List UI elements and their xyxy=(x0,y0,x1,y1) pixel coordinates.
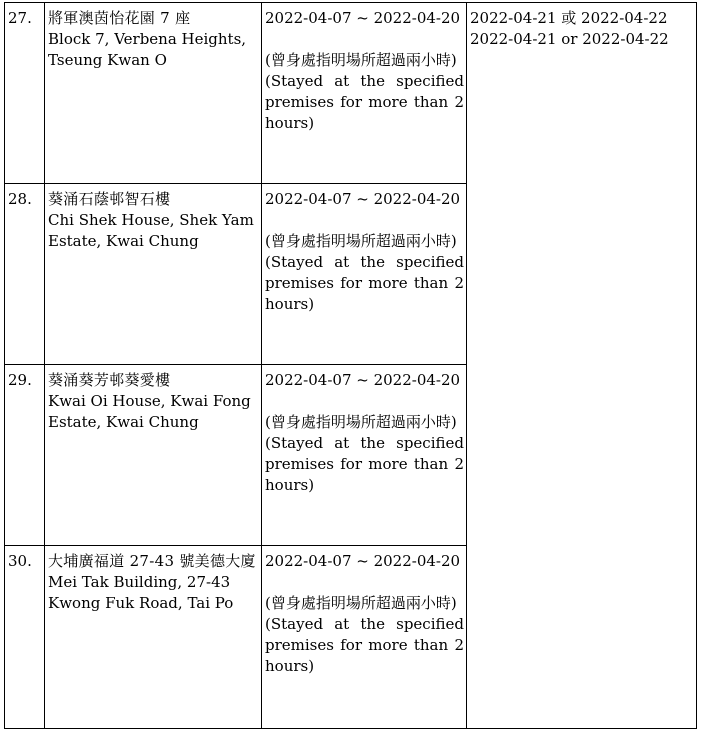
location-chinese: 葵涌葵芳邨葵愛樓 xyxy=(48,371,171,389)
note-chinese: (曾身處指明場所超過兩小時) xyxy=(265,413,457,431)
date-range: 2022-04-07 ~ 2022-04-20 xyxy=(265,552,461,570)
date-cell xyxy=(262,3,467,184)
location-english: Mei Tak Building, 27-43 Kwong Fuk Road, Tai Po xyxy=(48,573,234,612)
row-number: 28. xyxy=(5,184,45,365)
note-english: (Stayed at the specified premises for more than 2 hours) xyxy=(265,615,464,675)
row-number: 29. xyxy=(5,365,45,546)
note-chinese: (曾身處指明場所超過兩小時) xyxy=(265,594,457,612)
date-cell xyxy=(262,365,467,546)
row-number: 30. xyxy=(5,546,45,729)
date-range: 2022-04-07 ~ 2022-04-20 xyxy=(265,9,461,27)
note-chinese: (曾身處指明場所超過兩小時) xyxy=(265,232,457,250)
date-range: 2022-04-07 ~ 2022-04-20 xyxy=(265,371,461,389)
location-english: Chi Shek House, Shek Yam Estate, Kwai Chung xyxy=(48,211,254,250)
location-chinese: 葵涌石蔭邨智石樓 xyxy=(48,190,171,208)
location-chinese: 大埔廣福道 27-43 號美德大廈 xyxy=(48,552,256,570)
location-english: Kwai Oi House, Kwai Fong Estate, Kwai Chung xyxy=(48,392,251,431)
note-english: (Stayed at the specified premises for more than 2 hours) xyxy=(265,434,464,494)
date-cell xyxy=(262,546,467,729)
location-cell xyxy=(45,3,262,184)
test-period-english: 2022-04-21 or 2022-04-22 xyxy=(470,30,669,48)
table-row xyxy=(5,3,697,184)
location-chinese: 將軍澳茵怡花園 7 座 xyxy=(48,9,191,27)
row-number: 27. xyxy=(5,3,45,184)
date-cell xyxy=(262,184,467,365)
specified-premises-table xyxy=(4,2,697,729)
note-english: (Stayed at the specified premises for more than 2 hours) xyxy=(265,253,464,313)
note-chinese: (曾身處指明場所超過兩小時) xyxy=(265,51,457,69)
location-cell xyxy=(45,184,262,365)
date-range: 2022-04-07 ~ 2022-04-20 xyxy=(265,190,461,208)
test-period-chinese: 2022-04-21 或 2022-04-22 xyxy=(470,9,668,27)
note-english: (Stayed at the specified premises for more than 2 hours) xyxy=(265,72,464,132)
location-english: Block 7, Verbena Heights, Tseung Kwan O xyxy=(48,30,247,69)
location-cell xyxy=(45,365,262,546)
location-cell xyxy=(45,546,262,729)
test-period-cell xyxy=(467,3,697,729)
